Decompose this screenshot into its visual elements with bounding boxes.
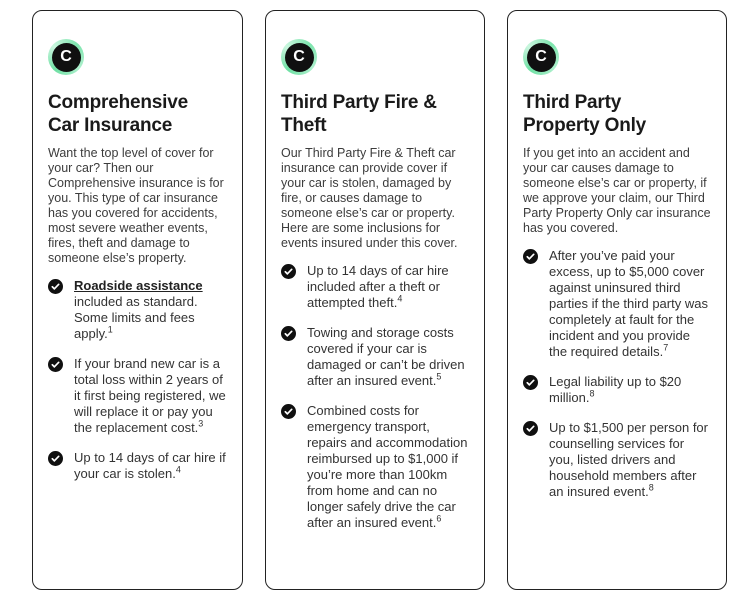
benefit-text — [549, 248, 711, 360]
insurance-plan-card — [32, 10, 243, 590]
benefit-body: Up to $1,500 per person for counselling services for you, listed drivers and household members after an insured event. — [549, 420, 708, 499]
footnote-ref: 3 — [198, 418, 204, 429]
benefit-text — [74, 356, 227, 436]
plan-title-line: Third Party — [523, 92, 622, 113]
check-icon — [523, 421, 538, 436]
footnote-ref: 1 — [107, 324, 113, 335]
footnote-ref: 4 — [175, 464, 181, 475]
plan-benefits-list — [281, 263, 469, 531]
plan-title-line: Property Only — [523, 114, 647, 136]
benefit-body: If your brand new car is a total loss within 2 years of it first being registered, we will replace it or pay you the replacement cost. — [74, 356, 226, 435]
logo-circle — [527, 43, 556, 72]
check-icon — [281, 326, 296, 341]
benefit-text — [549, 420, 711, 500]
benefit-item — [523, 374, 711, 406]
plan-description: Our Third Party Fire & Theft car insurance can provide cover if your car is stolen, damaged by fire, or causes damage to someone else’s car or property. Here are some inclusions for events insured under this cover. — [281, 146, 458, 250]
footnote-ref: 5 — [436, 371, 442, 382]
benefit-text — [307, 263, 469, 311]
brand-logo — [281, 39, 317, 75]
check-icon — [281, 264, 296, 279]
plan-title — [281, 92, 469, 137]
footnote-ref: 4 — [397, 293, 403, 304]
plan-description: If you get into an accident and your car causes damage to someone else’s car or property, if we approve your claim, our Third Party Property Only car insurance has you covered. — [523, 146, 711, 235]
insurance-plan-card — [265, 10, 485, 590]
benefit-text — [307, 403, 469, 531]
plan-title-line: Theft — [281, 114, 327, 136]
logo-letter-c: C — [535, 48, 547, 65]
plan-title-line: Third Party Fire & — [281, 92, 437, 113]
plan-title — [48, 92, 227, 137]
check-icon — [48, 279, 63, 294]
footnote-ref: 7 — [663, 342, 669, 353]
benefit-item — [281, 403, 469, 531]
logo-letter-c: C — [60, 48, 72, 65]
plan-benefits-list — [523, 248, 711, 500]
benefit-body: Combined costs for emergency transport, repairs and accommodation reimbursed up to $1,000 if you’re more than 100km from home and can no longer safely drive the car after an insured event. — [307, 403, 468, 530]
check-icon — [281, 404, 296, 419]
insurance-plans-row — [32, 10, 727, 590]
benefit-item — [523, 420, 711, 500]
insurance-plan-card — [507, 10, 727, 590]
benefit-body: Legal liability up to $20 million. — [549, 374, 682, 405]
benefit-item — [48, 278, 227, 342]
plan-benefits-list — [48, 278, 227, 482]
benefit-body: included as standard. Some limits and fees apply. — [74, 294, 198, 341]
logo-circle — [52, 43, 81, 72]
footnote-ref: 8 — [589, 388, 595, 399]
plan-title-line: Comprehensive — [48, 92, 188, 113]
check-icon — [523, 249, 538, 264]
plan-title — [523, 92, 711, 137]
footnote-ref: 6 — [436, 513, 442, 524]
footnote-ref: 8 — [648, 482, 654, 493]
logo-circle — [285, 43, 314, 72]
check-icon — [48, 357, 63, 372]
benefit-item — [281, 325, 469, 389]
plan-description: Want the top level of cover for your car? Then our Comprehensive insurance is for you. This type of car insurance has you covered for accidents, most severe weather events, fires, theft and damage to someone else’s property. — [48, 146, 224, 265]
check-icon — [48, 451, 63, 466]
benefit-text — [549, 374, 711, 406]
benefit-body: Up to 14 days of car hire if your car is stolen. — [74, 450, 226, 481]
benefit-body: Up to 14 days of car hire included after a theft or attempted theft. — [307, 263, 449, 310]
benefit-item — [523, 248, 711, 360]
benefit-text — [307, 325, 469, 389]
logo-letter-c: C — [293, 48, 305, 65]
brand-logo — [48, 39, 84, 75]
benefit-item — [281, 263, 469, 311]
benefit-text — [74, 450, 227, 482]
benefit-item — [48, 356, 227, 436]
check-icon — [523, 375, 538, 390]
benefit-item — [48, 450, 227, 482]
benefit-body: After you’ve paid your excess, up to $5,000 cover against uninsured third parties if the third party was completely at fault for the incident and you provide the required details. — [549, 248, 708, 359]
benefit-lead-link[interactable]: Roadside assistance — [74, 278, 203, 293]
benefit-body: Towing and storage costs covered if your car is damaged or can’t be driven after an insured event. — [307, 325, 465, 388]
plan-title-line: Car Insurance — [48, 114, 173, 136]
benefit-text — [74, 278, 227, 342]
brand-logo — [523, 39, 559, 75]
